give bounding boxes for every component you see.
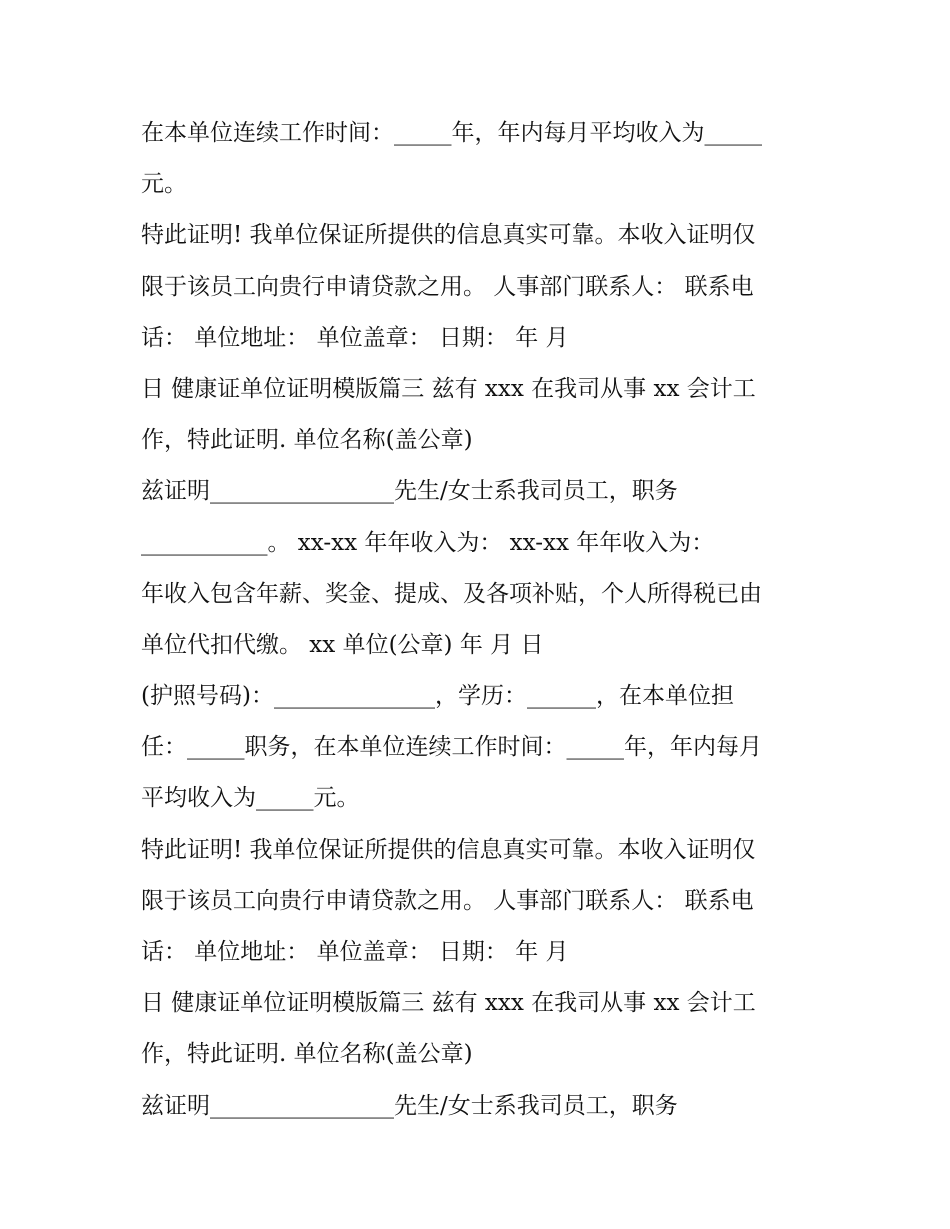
text-line: 兹证明________________先生/女士系我司员工，职务 xyxy=(141,1092,678,1119)
text-line: 特此证明! 我单位保证所提供的信息真实可靠。本收入证明仅 xyxy=(141,222,756,249)
text-line: 兹证明________________先生/女士系我司员工，职务 xyxy=(141,478,678,505)
text-line: 单位代扣代缴。 xx 单位(公章) 年 月 日 xyxy=(141,631,544,658)
document-body xyxy=(141,108,821,1132)
text-line: 特此证明! 我单位保证所提供的信息真实可靠。本收入证明仅 xyxy=(141,836,756,863)
text-line: ___________。 xx-xx 年年收入为： xx-xx 年年收入为： xyxy=(141,529,715,556)
text-line: 话： 单位地址： 单位盖章： 日期： 年 月 xyxy=(141,939,569,965)
text-line: 年收入包含年薪、奖金、提成、及各项补贴，个人所得税已由 xyxy=(141,580,762,607)
text-line: 日 健康证单位证明模版篇三 兹有 xxx 在我司从事 xx 会计工 xyxy=(141,990,756,1017)
text-line: (护照号码)：______________，学历：______，在本单位担 xyxy=(141,683,734,710)
text-line: 在本单位连续工作时间：_____年，年内每月平均收入为_____ xyxy=(141,120,762,146)
text-line: 话： 单位地址： 单位盖章： 日期： 年 月 xyxy=(141,324,569,351)
text-line: 作，特此证明. 单位名称(盖公章) xyxy=(141,1041,473,1068)
text-line: 作，特此证明. 单位名称(盖公章) xyxy=(141,427,473,454)
text-line: 限于该员工向贵行申请贷款之用。 人事部门联系人： 联系电 xyxy=(141,887,754,914)
text-line: 元。 xyxy=(141,171,187,198)
text-line: 日 健康证单位证明模版篇三 兹有 xxx 在我司从事 xx 会计工 xyxy=(141,375,756,402)
text-line: 任：_____职务，在本单位连续工作时间：_____年，年内每月 xyxy=(141,734,762,761)
text-line: 限于该员工向贵行申请贷款之用。 人事部门联系人： 联系电 xyxy=(141,273,754,300)
text-line: 平均收入为_____元。 xyxy=(141,785,360,812)
